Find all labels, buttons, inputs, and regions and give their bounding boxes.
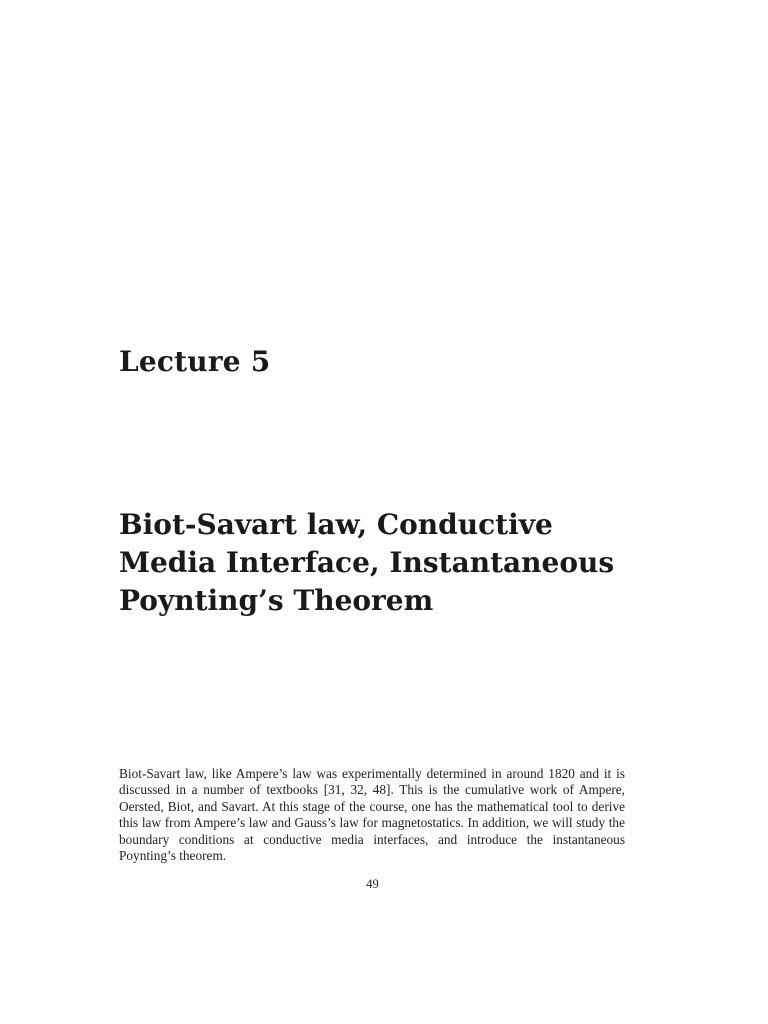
chapter-title	[119, 506, 639, 620]
chapter-title-line-3: Poynting’s Theorem	[119, 584, 434, 617]
chapter-title-line-2: Media Interface, Instantaneous	[119, 546, 615, 579]
page-number: 49	[366, 877, 379, 891]
lecture-heading: Lecture 5	[119, 345, 271, 378]
intro-paragraph: Biot-Savart law, like Ampere’s law was experimentally determined in around 1820 and it is discussed in a number of textbooks [31, 32, 48]. This is the cumulative work of Ampere, Oersted, Biot, and Savart. At this stage of the course, one has the mathematical tool to derive this law from Ampere’s law and Gauss’s law for magnetostatics. In addition, we will study the boundary conditions at conductive media interfaces, and introduce the instantaneous Poynting’s theorem.	[119, 766, 625, 864]
chapter-title-line-1: Biot-Savart law, Conductive	[119, 508, 553, 541]
